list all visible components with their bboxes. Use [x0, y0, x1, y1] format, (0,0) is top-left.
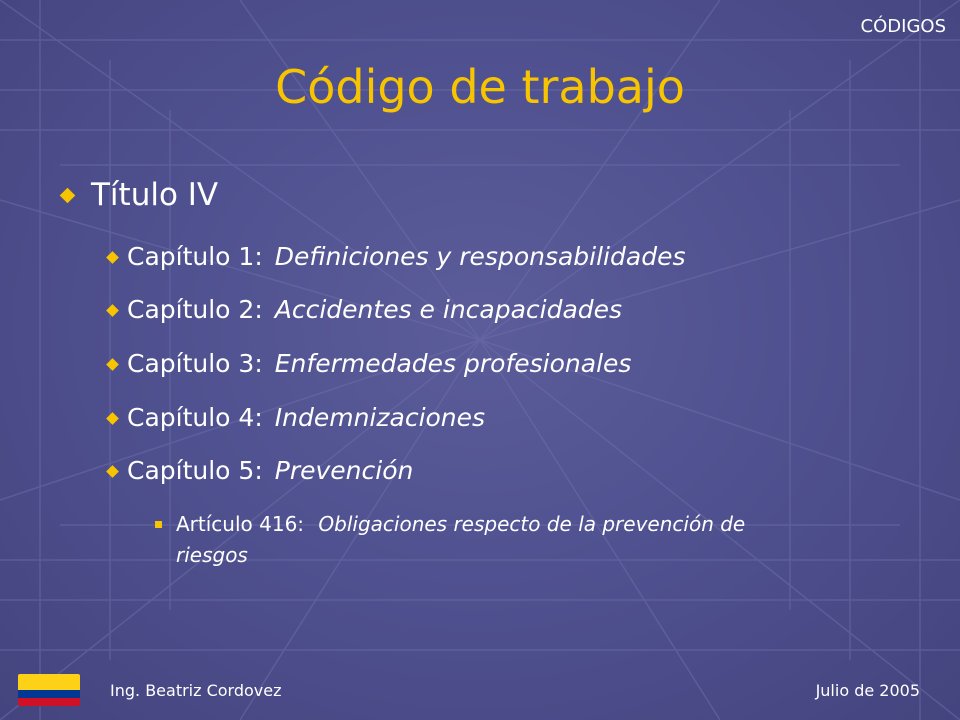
footer-author: Ing. Beatriz Cordovez	[110, 681, 282, 700]
chapter-prefix: Capítulo 2:	[127, 295, 263, 324]
slide-title: Código de trabajo	[275, 60, 685, 114]
diamond-bullet-icon	[106, 465, 119, 478]
chapter-prefix: Capítulo 4:	[127, 403, 263, 432]
article-title: Obligaciones respecto de la prevención de riesgos	[176, 512, 746, 567]
article-text	[176, 509, 776, 571]
diamond-bullet-icon	[106, 251, 119, 264]
chapter-item	[108, 349, 631, 378]
chapter-title: Prevención	[274, 456, 414, 485]
diamond-bullet-icon	[106, 412, 119, 425]
chapter-item	[108, 242, 685, 271]
chapter-item	[108, 295, 622, 324]
diamond-bullet-icon	[106, 304, 119, 317]
chapter-title: Indemnizaciones	[274, 403, 486, 432]
article-item	[155, 509, 795, 571]
footer-date: Julio de 2005	[815, 681, 920, 700]
chapter-prefix: Capítulo 1:	[127, 242, 263, 271]
diamond-bullet-icon	[60, 188, 76, 204]
chapter-title: Enfermedades profesionales	[274, 349, 632, 378]
colombia-flag-icon	[18, 674, 80, 706]
level1-item	[62, 177, 218, 213]
chapter-item	[108, 403, 485, 432]
chapter-title: Accidentes e incapacidades	[274, 295, 623, 324]
level1-label: Título IV	[91, 177, 219, 213]
chapter-title: Definiciones y responsabilidades	[274, 242, 686, 271]
chapter-prefix: Capítulo 3:	[127, 349, 263, 378]
chapter-prefix: Capítulo 5:	[127, 456, 263, 485]
square-bullet-icon	[155, 521, 162, 528]
chapter-item	[108, 456, 413, 485]
section-label: CÓDIGOS	[860, 16, 946, 37]
article-prefix: Artículo 416:	[176, 512, 305, 536]
diamond-bullet-icon	[106, 358, 119, 371]
